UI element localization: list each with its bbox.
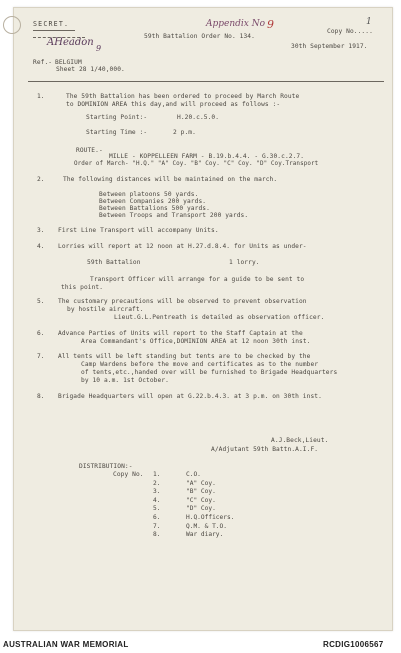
para-5-line-1: The customary precautions will be observed to prevent observation (58, 298, 307, 305)
para-3-text: First Line Transport will accompany Units. (58, 227, 219, 234)
para-7-line-4: by 10 a.m. 1st October. (81, 377, 169, 384)
para-5-number: 5. (37, 298, 45, 305)
copy-number-label: Copy No..... (327, 28, 373, 35)
distribution-recipient: "A" Coy. (186, 479, 216, 487)
para-7-line-1: All tents will be left standing but tents are to be checked by the (58, 353, 311, 360)
handwritten-number: 9 (96, 44, 102, 53)
distance-platoons: Between platoons 50 yards. (99, 191, 199, 198)
distribution-copy-number: 7. (153, 522, 161, 530)
distribution-recipient: H.Q.Officers. (186, 514, 235, 521)
signature-name: A.J.Beck,Lieut. (271, 437, 329, 444)
starting-time-value: 2 p.m. (173, 129, 196, 136)
distribution-recipient: War diary. (186, 531, 224, 539)
distance-companies: Between Companies 200 yards. (99, 198, 207, 205)
appendix-number-handwritten: 9 (267, 18, 274, 31)
para-4-text: Lorries will report at 12 noon at H.27.d.8.4. for Units as under- (58, 243, 307, 250)
classification-underline (33, 30, 75, 31)
footer-record-id: RCDIG1006567 (323, 640, 384, 649)
reference-value: BELGIUM (55, 59, 82, 66)
starting-point-label: Starting Point:- (86, 114, 148, 121)
para-6-number: 6. (37, 330, 45, 337)
reference-label: Ref.- (33, 59, 53, 66)
para-1-number: 1. (37, 93, 45, 100)
footer-archive-name: AUSTRALIAN WAR MEMORIAL (3, 640, 129, 649)
appendix-handwritten: Appendix No (206, 19, 266, 29)
para-8-text: Brigade Headquarters will open at G.22.b.4.3. at 3 p.m. on 30th inst. (58, 393, 322, 400)
distribution-copy-number: 5. (153, 505, 161, 513)
para-7-number: 7. (37, 353, 45, 360)
distribution-copy-number: 4. (153, 496, 161, 504)
classification-label: SECRET. (33, 20, 70, 28)
distribution-heading: DISTRIBUTION:- (79, 463, 133, 470)
distribution-copy-number: 2. (153, 479, 161, 487)
para-1-line-2: to DOMINION AREA this day,and will proceed as follows :- (66, 101, 281, 108)
para-3-number: 3. (37, 227, 45, 234)
para-2-intro: The following distances will be maintained on the march. (63, 176, 278, 183)
map-sheet: Sheet 28 1/40,000. (56, 66, 125, 73)
para-6-line-2: Area Commandant's Office,DOMINION AREA at 12 noon 30th inst. (81, 338, 311, 345)
para-5-line-3: Lieut.G.L.Pentreath is detailed as observation officer. (114, 314, 325, 321)
distribution-recipient: "C" Coy. (186, 496, 216, 504)
handwritten-initials: AHeadon (47, 37, 94, 48)
route-value: MILLE - KOPPELLEEN FARM - B.19.b.4.4. - G.30.c.2.7. (109, 153, 305, 160)
distance-battalions: Between Battalions 500 yards. (99, 205, 210, 212)
distribution-recipient: "D" Coy. (186, 505, 216, 513)
order-date: 30th September 1917. (291, 43, 368, 50)
route-label: ROUTE.- (76, 147, 103, 154)
header-rule (28, 81, 384, 82)
lorry-count: 1 lorry. (229, 259, 260, 266)
distance-transport: Between Troops and Transport 200 yards. (99, 212, 249, 219)
order-title: 59th Battalion Order No. 134. (144, 33, 255, 40)
para-1-line-1: The 59th Battalion has been ordered to proceed by March Route (66, 93, 300, 100)
distribution-copy-number: 3. (153, 488, 161, 496)
starting-time-label: Starting Time :- (86, 129, 148, 136)
para-6-line-1: Advance Parties of Units will report to the Staff Captain at the (58, 330, 303, 337)
para-8-number: 8. (37, 393, 45, 400)
para-4-number: 4. (37, 243, 45, 250)
distribution-copy-number: 1. (153, 471, 161, 478)
para-2-number: 2. (37, 176, 45, 183)
distribution-recipient: "B" Coy. (186, 488, 216, 496)
distribution-recipient: C.O. (186, 471, 201, 478)
transport-officer-line-2: this point. (61, 284, 104, 291)
lorry-unit: 59th Battalion (87, 259, 141, 266)
order-of-march: Order of March- "H.Q." "A" Coy. "B" Coy. "C" Coy. "D" Coy.Transport (74, 161, 319, 167)
para-7-line-3: of tents,etc.,handed over will be furnished to Brigade Headquarters (81, 369, 338, 376)
copy-number-handwritten: 1 (366, 17, 372, 27)
distribution-copy-number: 6. (153, 514, 161, 521)
distribution-copy-number: 8. (153, 531, 161, 539)
distribution-copy-label: Copy No. (113, 471, 144, 478)
distribution-recipient: Q.M. & T.O. (186, 522, 227, 530)
transport-officer-line-1: Transport Officer will arrange for a guide to be sent to (90, 276, 305, 283)
para-7-line-2: Camp Wardens before the move and certificates as to the number (81, 361, 319, 368)
starting-point-value: H.20.c.5.0. (177, 114, 220, 121)
para-5-line-2: by hostile aircraft. (67, 306, 144, 313)
signature-title: A/Adjutant 59th Battn.A.I.F. (211, 446, 319, 453)
punch-hole-mark (3, 16, 21, 34)
